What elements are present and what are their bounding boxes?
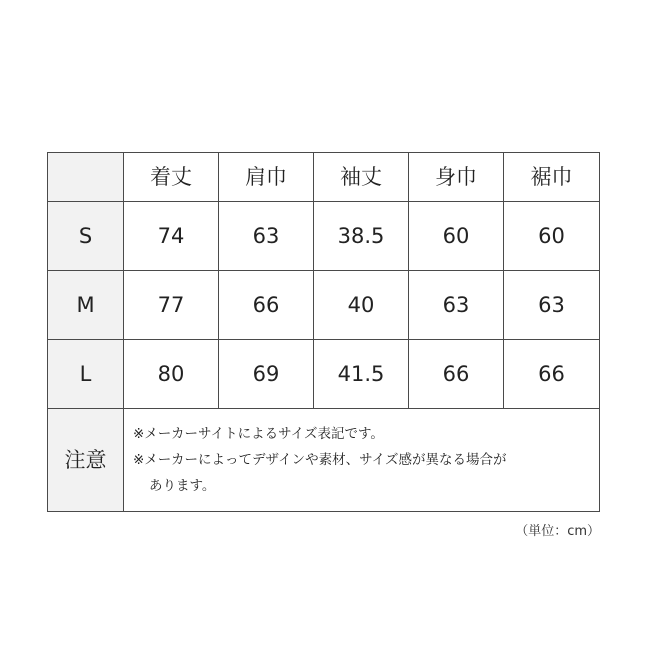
header-cell-chest: 身巾 <box>409 153 504 202</box>
value-cell: 63 <box>504 271 600 340</box>
size-label-cell: S <box>48 202 124 271</box>
note-line: あります。 <box>149 478 216 494</box>
note-label-cell: 注意 <box>48 409 124 512</box>
note-row <box>48 409 600 512</box>
header-cell-shoulder: 肩巾 <box>219 153 314 202</box>
value-cell: 69 <box>219 340 314 409</box>
header-cell-length: 着丈 <box>124 153 219 202</box>
value-cell: 66 <box>409 340 504 409</box>
value-cell: 41.5 <box>314 340 409 409</box>
note-text-cell <box>124 409 600 512</box>
value-cell: 66 <box>219 271 314 340</box>
header-cell-hem: 裾巾 <box>504 153 600 202</box>
value-cell: 80 <box>124 340 219 409</box>
value-cell: 63 <box>409 271 504 340</box>
size-label-cell: L <box>48 340 124 409</box>
value-cell: 63 <box>219 202 314 271</box>
note-line: ※メーカーによってデザインや素材、サイズ感が異なる場合が <box>133 452 507 468</box>
unit-label: （単位：cm） <box>515 524 600 539</box>
value-cell: 74 <box>124 202 219 271</box>
size-chart-table <box>47 152 600 512</box>
value-cell: 40 <box>314 271 409 340</box>
header-row <box>48 153 600 202</box>
table-row <box>48 340 600 409</box>
value-cell: 77 <box>124 271 219 340</box>
value-cell: 60 <box>409 202 504 271</box>
table-row <box>48 202 600 271</box>
corner-cell <box>48 153 124 202</box>
note-line: ※メーカーサイトによるサイズ表記です。 <box>133 426 384 442</box>
size-label-cell: M <box>48 271 124 340</box>
table-row <box>48 271 600 340</box>
value-cell: 66 <box>504 340 600 409</box>
header-cell-sleeve: 袖丈 <box>314 153 409 202</box>
value-cell: 60 <box>504 202 600 271</box>
value-cell: 38.5 <box>314 202 409 271</box>
